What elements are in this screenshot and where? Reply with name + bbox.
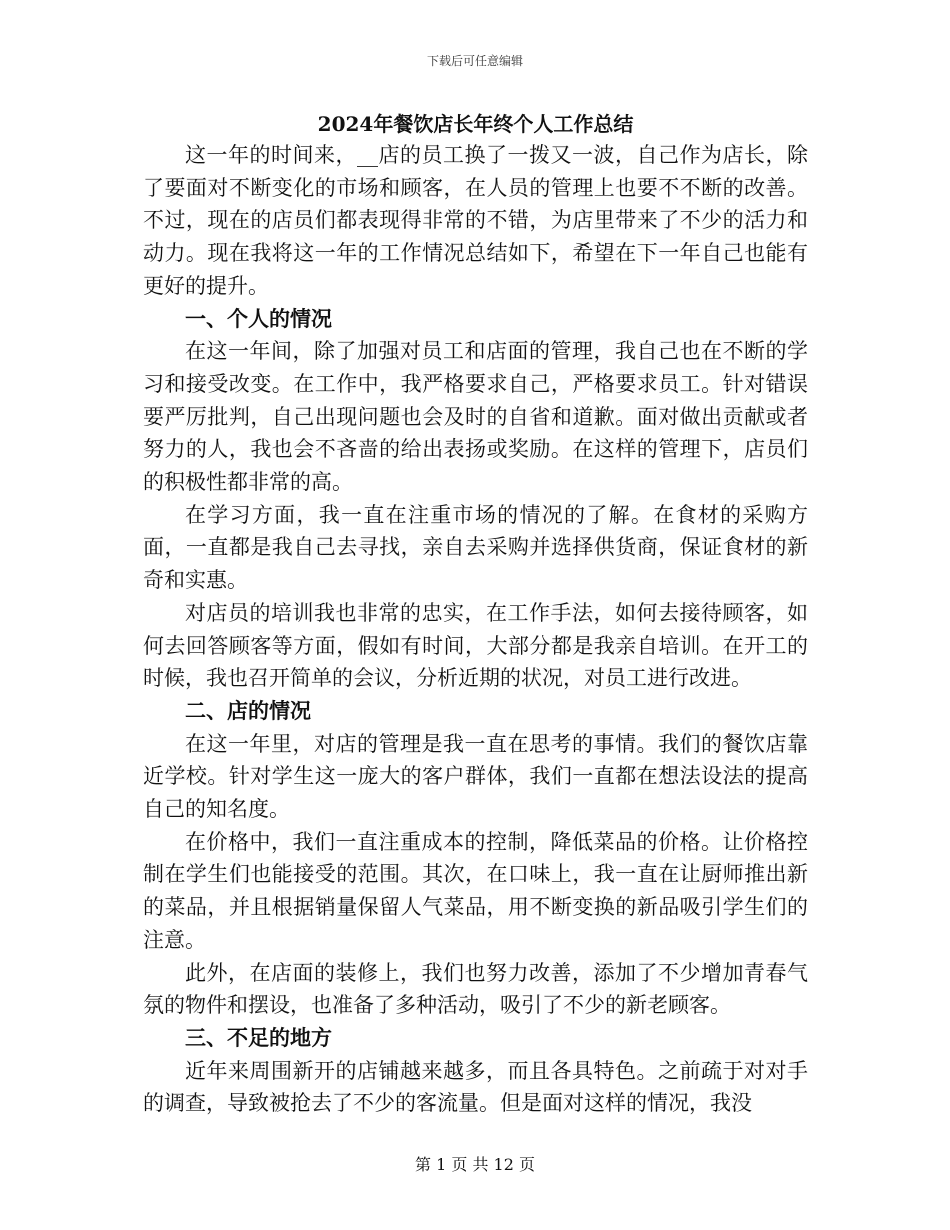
paragraph-personal-management: 在这一年间，除了加强对员工和店面的管理，我自己也在不断的学习和接受改变。在工作中，我严格要求自己，严格要求员工。针对错误要严厉批判，自己出现问题也会及时的自省和道歉。面对做出贡献或者努力的人，我也会不吝啬的给出表扬或奖励。在这样的管理下，店员们的积极性都非常的高。 (143, 339, 808, 495)
section-heading-store: 二、店的情况 (185, 697, 311, 723)
paragraph-store-pricing: 在价格中，我们一直注重成本的控制，降低菜品的价格。让价格控制在学生们也能接受的范围。其次，在口味上，我一直在让厨师推出新的菜品，并且根据销量保留人气菜品，用不断变换的新品吸引学生们的注意。 (143, 829, 808, 952)
document-title: 2024年餐饮店长年终个人工作总结 (317, 112, 634, 136)
page-header-note: 下载后可任意编辑 (426, 54, 523, 68)
page-number-footer: 第 1 页 共 12 页 (415, 1155, 535, 1174)
document-body (143, 108, 808, 1120)
section-heading-shortcomings: 三、不足的地方 (185, 1024, 332, 1050)
paragraph-personal-training: 对店员的培训我也非常的忠实，在工作手法，如何去接待顾客，如何去回答顾客等方面，假如有时间，大部分都是我亲自培训。在开工的时候，我也召开简单的会议，分析近期的状况，对员工进行改进。 (143, 600, 808, 691)
section-heading-personal: 一、个人的情况 (185, 305, 332, 331)
paragraph-store-management: 在这一年里，对店的管理是我一直在思考的事情。我们的餐饮店靠近学校。针对学生这一庞大的客户群体，我们一直都在想法设法的提高自己的知名度。 (143, 731, 808, 822)
paragraph-shortcomings: 近年来周围新开的店铺越来越多，而且各具特色。之前疏于对对手的调查，导致被抢去了不少的客流量。但是面对这样的情况，我没 (143, 1058, 808, 1116)
paragraph-store-decoration: 此外，在店面的装修上，我们也努力改善，添加了不少增加青春气氛的物件和摆设，也准备了多种活动，吸引了不少的新老顾客。 (143, 960, 808, 1018)
paragraph-personal-learning: 在学习方面，我一直在注重市场的情况的了解。在食材的采购方面，一直都是我自己去寻找，亲自去采购并选择供货商，保证食材的新奇和实惠。 (143, 502, 808, 593)
paragraph-intro: 这一年的时间来，__店的员工换了一拨又一波，自己作为店长，除了要面对不断变化的市场和顾客，在人员的管理上也要不不断的改善。不过，现在的店员们都表现得非常的不错，为店里带来了不少的活力和动力。现在我将这一年的工作情况总结如下，希望在下一年自己也能有更好的提升。 (143, 143, 808, 298)
